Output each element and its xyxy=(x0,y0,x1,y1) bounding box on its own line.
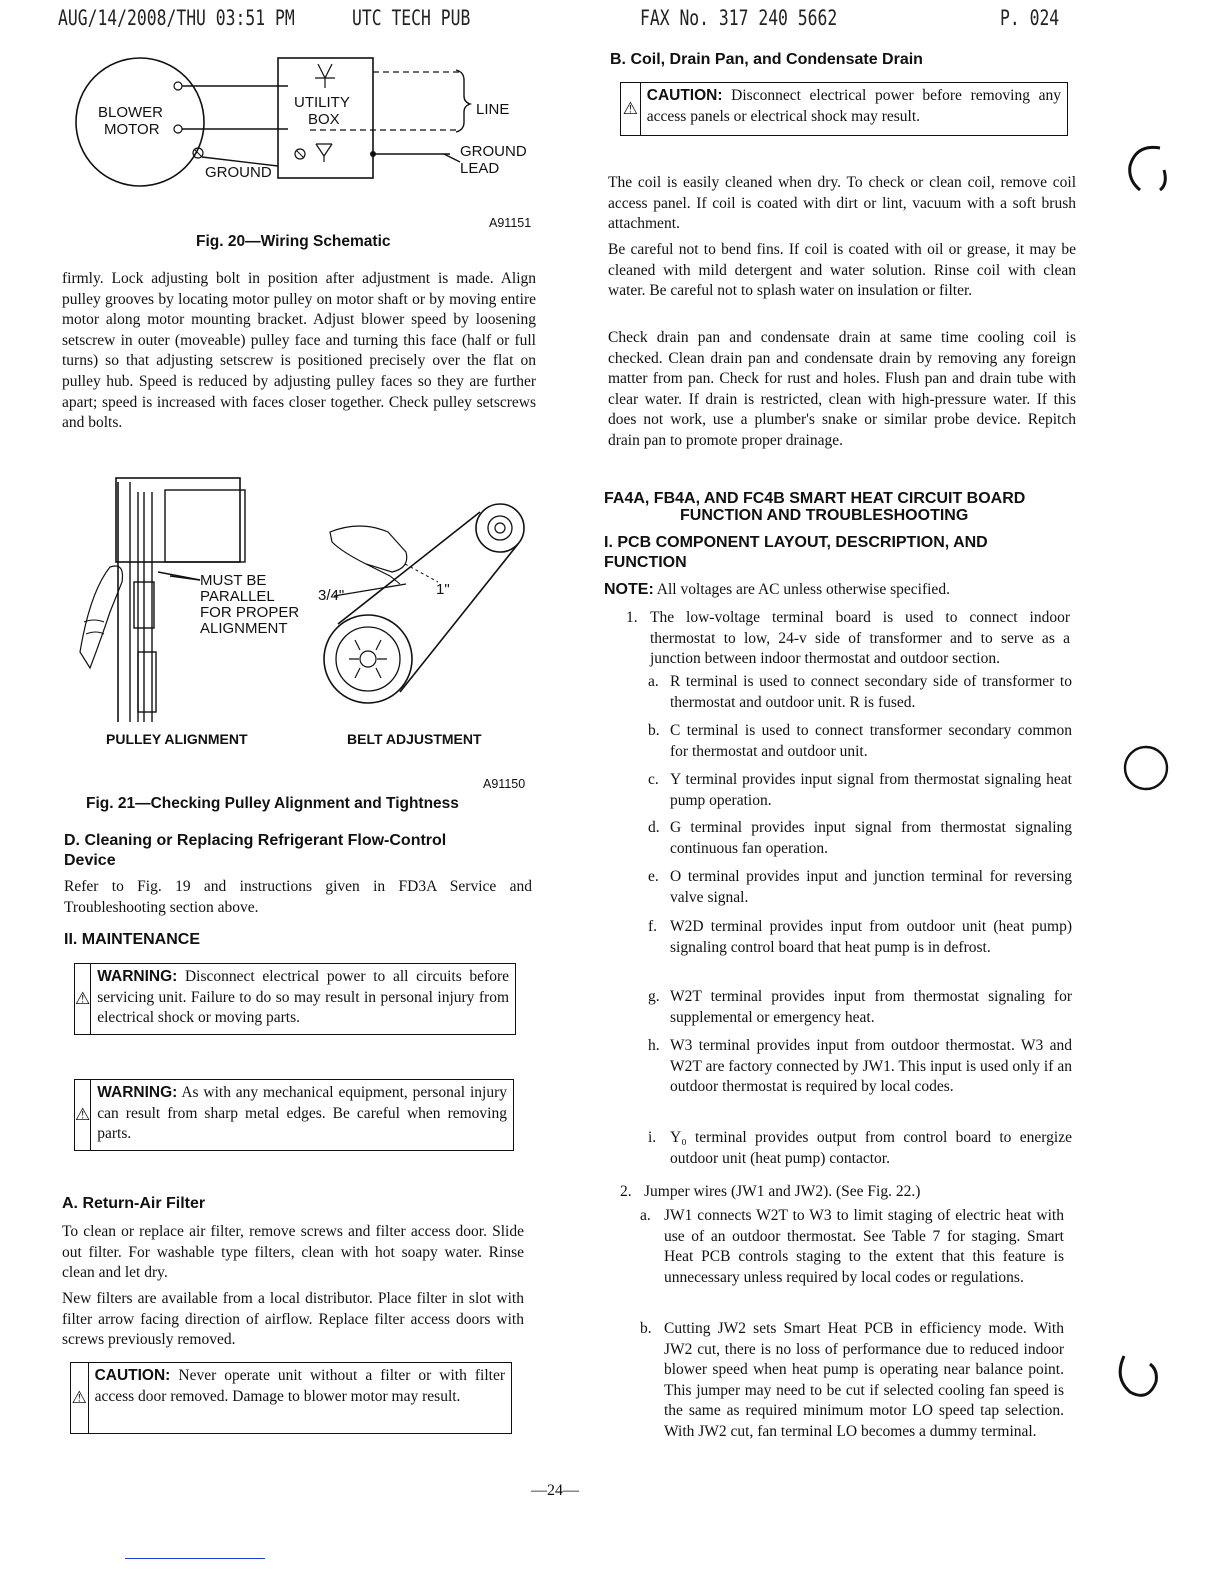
blower-pulley xyxy=(324,615,412,703)
smart-heat-title-2: FUNCTION AND TROUBLESHOOTING xyxy=(680,507,969,524)
fig21-caption: Fig. 21—Checking Pulley Alignment and Tightness xyxy=(86,795,459,812)
ground-lead-label-1: GROUND xyxy=(460,143,527,160)
fig20-caption: Fig. 20—Wiring Schematic xyxy=(196,233,391,250)
section-d-heading-2: Device xyxy=(64,852,116,869)
list-item: a. JW1 connects W2T to W3 to limit staging of electric heat with use of an outdoor thermostat. See Table 7 for staging. Smart Heat PCB controls staging to the extent that this feature is unnecessary unless required by local codes or regulations. xyxy=(640,1207,1064,1286)
list-item: 1. The low-voltage terminal board is used to connect indoor thermostat to low, 24-v side of transformer and to serve as a junction between indoor thermostat and outdoor section. xyxy=(626,609,1070,668)
caution-box-filter xyxy=(70,1362,512,1434)
pulley-alignment-label: PULLEY ALIGNMENT xyxy=(106,731,248,747)
warning-triangle-icon: ⚠ xyxy=(75,1080,91,1150)
list-item: f. W2D terminal provides input from outdoor unit (heat pump) signaling control board that heat pump is in defrost. xyxy=(648,918,1072,956)
section-b-p2: Be careful not to bend fins. If coil is coated with oil or grease, it may be cleaned with mild detergent and water solution. Rinse coil with clean water. Be careful not to splash water on insulation or filter. xyxy=(608,241,1076,300)
fax-number: FAX No. 317 240 5662 xyxy=(640,6,838,30)
ground-symbol-icon xyxy=(315,64,335,88)
list-item: c. Y terminal provides input signal from thermostat signaling heat pump operation. xyxy=(648,771,1072,809)
list-item: h. W3 terminal provides input from outdoor thermostat. W3 and W2T are factory connected by JW1. This input is used only if an outdoor thermostat is required by local codes. xyxy=(648,1037,1072,1096)
page-number: —24— xyxy=(531,1482,579,1499)
section-b-p3: Check drain pan and condensate drain at same time cooling coil is checked. Clean drain pan and condensate drain by removing any foreign matter from pan. Check for rust and holes. Flush pan and drain tube with clear water. If drain is restricted, clean with high-pressure water. If this does not work, use a plumber's snake or similar probe device. Repitch drain pan to promote proper drainage. xyxy=(608,329,1076,449)
return-air-filter-p1: To clean or replace air filter, remove screws and filter access door. Slide out filter. For washable type filters, clean with hot soapy water. Rinse clean and let dry. xyxy=(62,1223,524,1282)
dimension-three-quarter: 3/4" xyxy=(318,587,345,604)
must-be-label-4: ALIGNMENT xyxy=(200,620,288,637)
fig20-code: A91151 xyxy=(489,216,532,230)
list-item: a. R terminal is used to connect secondary side of transformer to thermostat and outdoor unit. R is fused. xyxy=(648,673,1072,711)
return-air-filter-heading: A. Return-Air Filter xyxy=(62,1195,206,1212)
section-b-heading: B. Coil, Drain Pan, and Condensate Drain xyxy=(610,51,923,68)
section-d-heading-1: D. Cleaning or Replacing Refrigerant Flow-Control xyxy=(64,832,447,849)
punch-hole-top xyxy=(1120,140,1180,200)
caution-text: CAUTION: Disconnect electrical power before removing any access panels or electrical shock may result. xyxy=(646,87,1061,125)
list-item: d. G terminal provides input signal from thermostat signaling continuous fan operation. xyxy=(648,819,1072,857)
caution-text: CAUTION: Never operate unit without a filter or with filter access door removed. Damage to blower motor may result. xyxy=(94,1367,505,1405)
belt-adjustment-label: BELT ADJUSTMENT xyxy=(347,731,482,747)
caution-triangle-icon: ⚠ xyxy=(621,83,641,135)
warning-box-sharp-edges xyxy=(74,1079,514,1151)
list-item: e. O terminal provides input and junction terminal for reversing valve signal. xyxy=(648,868,1072,906)
ground-triangle-icon xyxy=(316,144,332,162)
list-item: b. Cutting JW2 sets Smart Heat PCB in efficiency mode. With JW2 cut, there is no loss of performance due to reduced indoor blower speed when heat pump is operating near balance point. This jumper may need to be cut if selected cooling fan speed is the same as required minimum motor LO speed tap selection. With JW2 cut, fan terminal LO becomes a dummy terminal. xyxy=(640,1320,1064,1440)
warning-text: WARNING: As with any mechanical equipment, personal injury can result from sharp metal edges. Be careful when removing parts. xyxy=(97,1084,507,1142)
must-be-label-1: MUST BE xyxy=(200,572,267,589)
fax-sender: UTC TECH PUB xyxy=(352,6,471,30)
caution-box-electrical xyxy=(620,82,1068,136)
punch-hole-middle xyxy=(1118,740,1178,800)
section-d-text: Refer to Fig. 19 and instructions given in FD3A Service and Troubleshooting section above. xyxy=(64,878,532,916)
pulley-alignment-diagram xyxy=(70,472,540,754)
punch-hole-bottom xyxy=(1110,1348,1170,1408)
note-line: NOTE: All voltages are AC unless otherwise specified. xyxy=(604,581,950,598)
warning-triangle-icon: ⚠ xyxy=(75,964,91,1034)
line-label: LINE xyxy=(476,101,510,118)
caution-triangle-icon: ⚠ xyxy=(71,1363,89,1433)
dimension-one-inch: 1" xyxy=(436,581,450,598)
warning-text: WARNING: Disconnect electrical power to all circuits before servicing unit. Failure to do so may result in personal injury from electrical shock or moving parts. xyxy=(97,968,509,1026)
list-item: 2. Jumper wires (JW1 and JW2). (See Fig. 22.) xyxy=(620,1183,921,1200)
section-b-p1: The coil is easily cleaned when dry. To check or clean coil, remove coil access panel. If coil is coated with dirt or lint, vacuum with a soft brush attachment. xyxy=(608,174,1076,233)
ground-label: GROUND xyxy=(205,164,272,181)
fax-date: AUG/14/2008/THU 03:51 PM xyxy=(58,6,295,30)
return-air-filter-p2: New filters are available from a local distributor. Place filter in slot with filter arrow facing direction of airflow. Replace filter access doors with screws previously removed. xyxy=(62,1290,524,1349)
blower-label: BLOWER xyxy=(98,104,164,121)
utility-label: UTILITY xyxy=(294,94,350,111)
smart-heat-title-1: FA4A, FB4A, AND FC4B SMART HEAT CIRCUIT BOARD xyxy=(604,490,1026,507)
line-brace xyxy=(456,70,470,132)
bottom-rule xyxy=(125,1558,265,1559)
motor-label: MOTOR xyxy=(104,121,160,138)
list-item: b. C terminal is used to connect transformer secondary common for thermostat and outdoor unit. xyxy=(648,722,1072,760)
section-i-heading-2: FUNCTION xyxy=(604,554,687,571)
must-be-label-2: PARALLEL xyxy=(200,588,275,605)
list-item: i. Y₀ terminal provides output from control board to energize outdoor unit (heat pump) contactor. xyxy=(648,1129,1072,1167)
ground-lead-label-2: LEAD xyxy=(460,160,500,177)
fax-page: P. 024 xyxy=(1000,6,1060,30)
wiring-schematic-diagram xyxy=(60,50,540,190)
must-be-label-3: FOR PROPER xyxy=(200,604,300,621)
pulley-adjust-paragraph: firmly. Lock adjusting bolt in position after adjustment is made. Align pulley grooves by locating motor pulley on motor shaft or by moving entire motor along motor mounting bracket. Adjust blower speed by loosening setscrew in outer (moveable) pulley face and turning this face (half or full turns) so that adjusting setscrew is positioned precisely over the flat on pulley hub. Speed is reduced by adjusting pulley faces so they are further apart; speed is increased with faces closer together. Check pulley setscrews and bolts. xyxy=(62,270,536,432)
warning-box-electrical xyxy=(74,963,516,1035)
fig21-code: A91150 xyxy=(483,777,526,791)
list-item: g. W2T terminal provides input from thermostat signaling for supplemental or emergency heat. xyxy=(648,988,1072,1026)
box-label: BOX xyxy=(308,111,340,128)
maintenance-heading: II. MAINTENANCE xyxy=(64,931,200,948)
section-i-heading-1: I. PCB COMPONENT LAYOUT, DESCRIPTION, AND xyxy=(604,534,988,551)
